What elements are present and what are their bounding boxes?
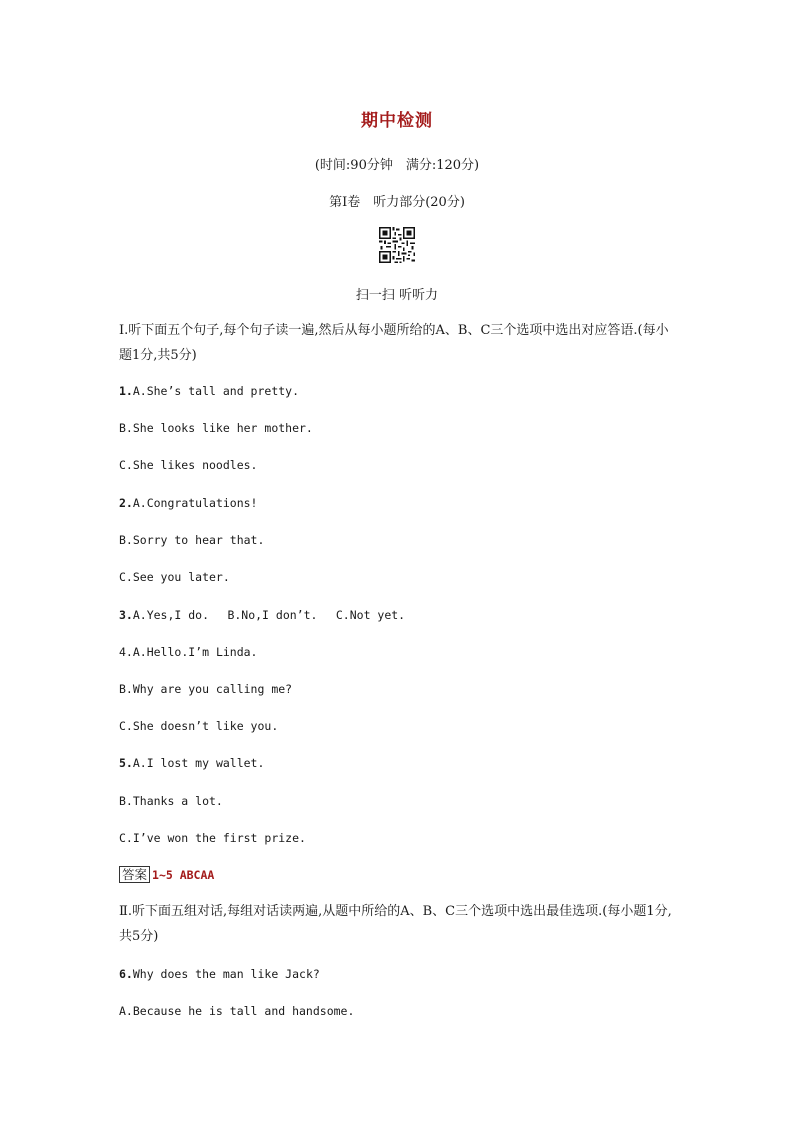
answer-row xyxy=(119,866,679,883)
q1-option-c: C.She likes noodles. xyxy=(119,458,258,472)
q1-option-a xyxy=(119,384,679,398)
section1-instruction: Ⅰ.听下面五个句子,每个句子读一遍,然后从每小题所给的A、B、C三个选项中选出对应答语.(每小题1分,共5分) xyxy=(119,323,669,363)
q2-option-a xyxy=(119,496,679,510)
q6-question-text: Why does the man like Jack? xyxy=(132,967,320,981)
answer-label[interactable]: 答案 xyxy=(119,866,150,883)
q5-option-c: C.I’ve won the first prize. xyxy=(119,831,306,845)
q3-number: 3. xyxy=(119,608,133,622)
q5-a-text: A.I lost my wallet. xyxy=(132,756,265,770)
q6-option-a: A.Because he is tall and handsome. xyxy=(119,1004,355,1018)
exam-title: 期中检测 xyxy=(361,111,433,131)
q6-number: 6. xyxy=(119,967,133,981)
exam-time-score: (时间:90分钟 满分:120分) xyxy=(314,158,480,173)
q1-a-text: A.She’s tall and pretty. xyxy=(132,384,300,398)
q2-option-b: B.Sorry to hear that. xyxy=(119,533,265,547)
q4-option-c: C.She doesn’t like you. xyxy=(119,719,279,733)
q5-option-b: B.Thanks a lot. xyxy=(119,794,223,808)
q1-option-b: B.She looks like her mother. xyxy=(119,421,313,435)
q1-number: 1. xyxy=(119,384,133,398)
section2-instruction: Ⅱ.听下面五组对话,每组对话读两遍,从题中所给的A、B、C三个选项中选出最佳选项.(每小题1分,共5分) xyxy=(119,904,672,944)
part-heading: 第Ⅰ卷 听力部分(20分) xyxy=(329,195,465,210)
q4-a-text: A.Hello.I’m Linda. xyxy=(132,645,258,659)
q2-a-text: A.Congratulations! xyxy=(132,496,258,510)
qr-code-icon[interactable] xyxy=(379,227,415,263)
q2-number: 2. xyxy=(119,496,133,510)
q2-option-c: C.See you later. xyxy=(119,570,230,584)
q4-option-a xyxy=(119,645,679,659)
q3-options xyxy=(119,607,679,623)
q3-options-text: A.Yes,I do. B.No,I don’t. C.Not yet. xyxy=(132,608,406,622)
answer-text: 1~5 ABCAA xyxy=(152,868,215,882)
scan-caption: 扫一扫 听听力 xyxy=(355,288,439,303)
q4-option-b: B.Why are you calling me? xyxy=(119,682,293,696)
q4-number: 4. xyxy=(119,645,133,659)
q5-option-a xyxy=(119,756,679,770)
q5-number: 5. xyxy=(119,756,133,770)
q6-question xyxy=(119,967,679,981)
